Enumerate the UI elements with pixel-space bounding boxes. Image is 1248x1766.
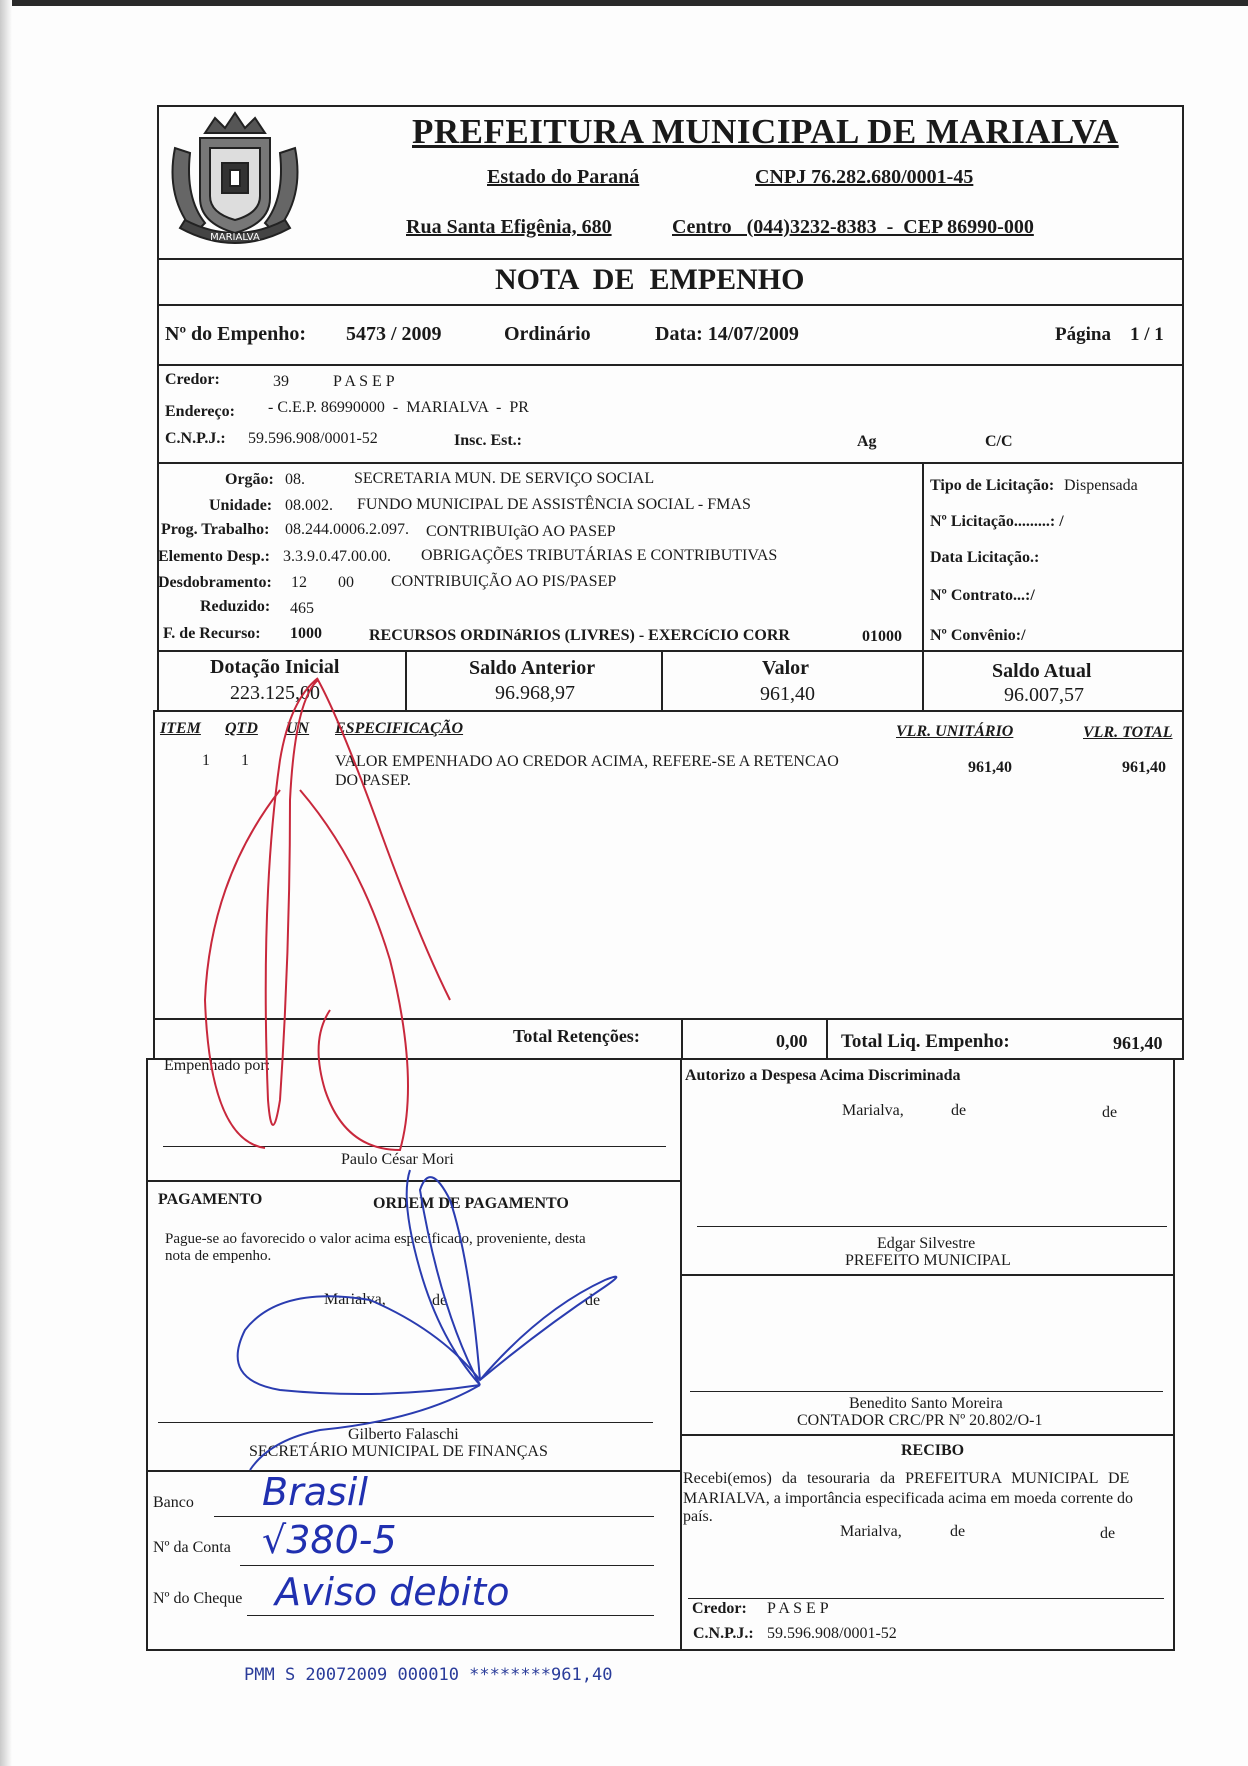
header-address: Rua Santa Efigênia, 680 <box>406 216 612 238</box>
valor-value: 961,40 <box>760 683 815 705</box>
items-header-qtd: QTD <box>225 720 258 737</box>
conta-line <box>240 1565 654 1566</box>
elemento-label: Elemento Desp.: <box>158 548 270 565</box>
prog-label: Prog. Trabalho: <box>161 521 270 538</box>
reduzido-label: Reduzido: <box>200 598 271 615</box>
machine-stamp: PMM S 20072009 000010 ********961,40 <box>244 1665 613 1685</box>
elemento-desc: OBRIGAÇÕES TRIBUTÁRIAS E CONTRIBUTIVAS <box>421 547 778 564</box>
saldo-anterior-label: Saldo Anterior <box>469 657 596 679</box>
prefeito-name: Edgar Silvestre <box>877 1235 976 1252</box>
endereco-value: - C.E.P. 86990000 - MARIALVA - PR <box>268 399 529 416</box>
pagamento-city: Marialva, <box>324 1291 386 1308</box>
empenho-type: Ordinário <box>504 323 591 345</box>
elemento-code: 3.3.9.0.47.00.00. <box>283 548 391 565</box>
unidade-code: 08.002. <box>285 497 333 514</box>
orgao-code: 08. <box>285 471 305 488</box>
prog-desc: CONTRIBUIçãO AO PASEP <box>426 523 616 540</box>
banco-label: Banco <box>153 1494 194 1511</box>
fonte-code2: 01000 <box>862 628 902 645</box>
secretario-name: Gilberto Falaschi <box>348 1426 459 1443</box>
pagamento-top-rule <box>146 1180 680 1182</box>
item-row-qtd: 1 <box>241 752 249 769</box>
item-row-spec-line2: DO PASEP. <box>335 772 411 789</box>
credor-label: Credor: <box>165 371 220 388</box>
total-liq-label: Total Liq. Empenho: <box>841 1031 1010 1052</box>
data-licitacao: Data Licitação.: <box>930 549 1040 566</box>
header-cnpj: CNPJ 76.282.680/0001-45 <box>755 166 974 188</box>
recibo-de-1: de <box>950 1523 966 1540</box>
total-liq-value: 961,40 <box>1113 1033 1163 1053</box>
unidade-desc: FUNDO MUNICIPAL DE ASSISTÊNCIA SOCIAL - FMAS <box>357 496 751 513</box>
lower-section-divider <box>680 1058 682 1651</box>
pagamento-de-2: de <box>585 1292 601 1309</box>
contador-signature-line <box>690 1391 1163 1392</box>
scan-left-edge <box>0 0 12 1766</box>
ag-label: Ag <box>857 433 877 450</box>
dotacao-label: Dotação Inicial <box>210 656 340 678</box>
total-retencoes-label: Total Retenções: <box>513 1026 640 1046</box>
item-row-number: 1 <box>202 752 210 769</box>
cheque-label: Nº do Cheque <box>153 1590 243 1607</box>
items-header-un: UN <box>286 720 310 737</box>
budget-divider <box>922 462 924 652</box>
cheque-line <box>247 1615 654 1616</box>
contador-name: Benedito Santo Moreira <box>849 1395 1003 1412</box>
prog-code: 08.244.0006.2.097. <box>285 521 409 538</box>
valor-label: Valor <box>762 657 810 679</box>
conta-label: Nº da Conta <box>153 1539 231 1556</box>
desdobramento-code2: 00 <box>338 574 354 591</box>
desdobramento-code1: 12 <box>291 574 307 591</box>
balances-divider-3 <box>922 650 924 712</box>
unidade-label: Unidade: <box>209 497 273 514</box>
conta-handwritten: √380-5 <box>262 1518 397 1562</box>
empenho-number-value: 5473 / 2009 <box>346 323 442 345</box>
numero-licitacao: Nº Licitação.........: / <box>930 513 1064 530</box>
fonte-desc: RECURSOS ORDINáRIOS (LIVRES) - EXERCíCIO CORR <box>369 627 790 644</box>
header-state: Estado do Paraná <box>487 166 640 188</box>
banco-handwritten: Brasil <box>262 1470 368 1514</box>
desdobramento-desc: CONTRIBUIÇÃO AO PIS/PASEP <box>391 573 617 590</box>
reduzido-value: 465 <box>290 600 314 617</box>
saldo-atual-label: Saldo Atual <box>992 660 1092 682</box>
totals-divider-2 <box>826 1018 828 1060</box>
page-label: Página <box>1055 324 1111 345</box>
endereco-label: Endereço: <box>165 403 235 420</box>
scan-top-edge <box>0 0 1248 6</box>
empenhado-signature-line <box>163 1146 666 1147</box>
total-retencoes-value: 0,00 <box>776 1031 808 1051</box>
contador-bottom-rule <box>680 1434 1175 1436</box>
cc-label: C/C <box>985 433 1013 450</box>
recibo-cnpj-label: C.N.P.J.: <box>693 1625 754 1642</box>
recibo-city: Marialva, <box>840 1523 902 1540</box>
numero-contrato: Nº Contrato...:/ <box>930 587 1035 604</box>
items-header-item: ITEM <box>160 720 201 737</box>
ordem-pagamento-label: ORDEM DE PAGAMENTO <box>373 1195 569 1212</box>
orgao-desc: SECRETARIA MUN. DE SERVIÇO SOCIAL <box>354 470 655 487</box>
autorizo-de-1: de <box>951 1102 967 1119</box>
item-row-total-value: 961,40 <box>1122 759 1166 776</box>
page-value: 1 / 1 <box>1130 324 1164 345</box>
recibo-text-line3: país. <box>683 1508 713 1525</box>
prefeito-bottom-rule <box>680 1274 1175 1276</box>
prefeito-signature-line <box>697 1226 1167 1227</box>
balances-divider-1 <box>405 650 407 712</box>
recibo-credor-label: Credor: <box>692 1600 747 1617</box>
empenho-date: Data: 14/07/2009 <box>655 323 799 345</box>
recibo-text-line2: MARIALVA, a importância especificada acima em moeda corrente do <box>683 1490 1134 1507</box>
recibo-credor-value: P A S E P <box>767 1600 829 1617</box>
secretario-role: SECRETÁRIO MUNICIPAL DE FINANÇAS <box>249 1443 548 1460</box>
pagamento-text-line1: Pague-se ao favorecido o valor acima especificado, proveniente, desta <box>165 1231 586 1247</box>
empenho-number-label: Nº do Empenho: <box>165 323 307 345</box>
cheque-handwritten: Aviso debito <box>275 1570 510 1614</box>
item-row-unit-value: 961,40 <box>968 759 1012 776</box>
fonte-code: 1000 <box>290 625 322 642</box>
prefeito-role: PREFEITO MUNICIPAL <box>845 1252 1011 1269</box>
credor-name: P A S E P <box>333 373 395 390</box>
balances-divider-2 <box>661 650 663 712</box>
autorizo-de-2: de <box>1102 1104 1118 1121</box>
item-row-spec-line1: VALOR EMPENHADO AO CREDOR ACIMA, REFERE-SE A RETENCAO <box>335 753 839 770</box>
svg-text:MARIALVA: MARIALVA <box>210 232 260 243</box>
orgao-label: Orgão: <box>225 471 274 488</box>
recibo-de-2: de <box>1100 1525 1116 1542</box>
items-header-especificacao: ESPECIFICAÇÃO <box>335 720 464 737</box>
doc-title: NOTA DE EMPENHO <box>495 263 805 296</box>
pagamento-de-1: de <box>432 1292 448 1309</box>
items-header-vlr-total: VLR. TOTAL <box>1083 724 1173 741</box>
autorizo-label: Autorizo a Despesa Acima Discriminada <box>685 1067 961 1084</box>
tipo-licitacao-value: Dispensada <box>1064 477 1138 494</box>
items-header-vlr-unitario: VLR. UNITÁRIO <box>896 723 1014 740</box>
fonte-label: F. de Recurso: <box>163 625 261 642</box>
insc-est-label: Insc. Est.: <box>454 432 523 449</box>
numero-convenio: Nº Convênio:/ <box>930 627 1026 644</box>
saldo-atual-value: 96.007,57 <box>1004 684 1084 706</box>
recibo-text-line1: Recebi(emos) da tesouraria da PREFEITURA MUNICIPAL DE <box>683 1470 1130 1487</box>
pagamento-label: PAGAMENTO <box>158 1191 263 1208</box>
totals-box <box>153 1018 1184 1060</box>
municipal-coat-of-arms-logo <box>160 108 310 256</box>
desdobramento-label: Desdobramento: <box>158 574 272 591</box>
contador-role: CONTADOR CRC/PR Nº 20.802/O-1 <box>797 1412 1043 1429</box>
bank-top-rule <box>146 1470 680 1472</box>
autorizo-city: Marialva, <box>842 1102 904 1119</box>
credor-code: 39 <box>273 373 289 390</box>
saldo-anterior-value: 96.968,97 <box>495 682 575 704</box>
empenhado-name: Paulo César Mori <box>341 1151 454 1168</box>
recibo-cnpj-value: 59.596.908/0001-52 <box>767 1625 897 1642</box>
secretario-signature-line <box>158 1422 653 1423</box>
cnpj-value: 59.596.908/0001-52 <box>248 430 378 447</box>
header-title: PREFEITURA MUNICIPAL DE MARIALVA <box>412 112 1119 151</box>
recibo-signature-line <box>688 1598 1164 1599</box>
totals-divider-1 <box>681 1018 683 1060</box>
banco-line <box>214 1516 654 1517</box>
header-district-phone: Centro (044)3232-8383 - CEP 86990-000 <box>672 216 1034 238</box>
dotacao-value: 223.125,00 <box>230 682 320 704</box>
recibo-title: RECIBO <box>901 1442 965 1459</box>
cnpj-label: C.N.P.J.: <box>165 430 226 447</box>
tipo-licitacao-label: Tipo de Licitação: <box>930 477 1055 494</box>
pagamento-text-line2: nota de empenho. <box>165 1248 272 1264</box>
empenhado-por-label: Empenhado por: <box>164 1057 271 1074</box>
